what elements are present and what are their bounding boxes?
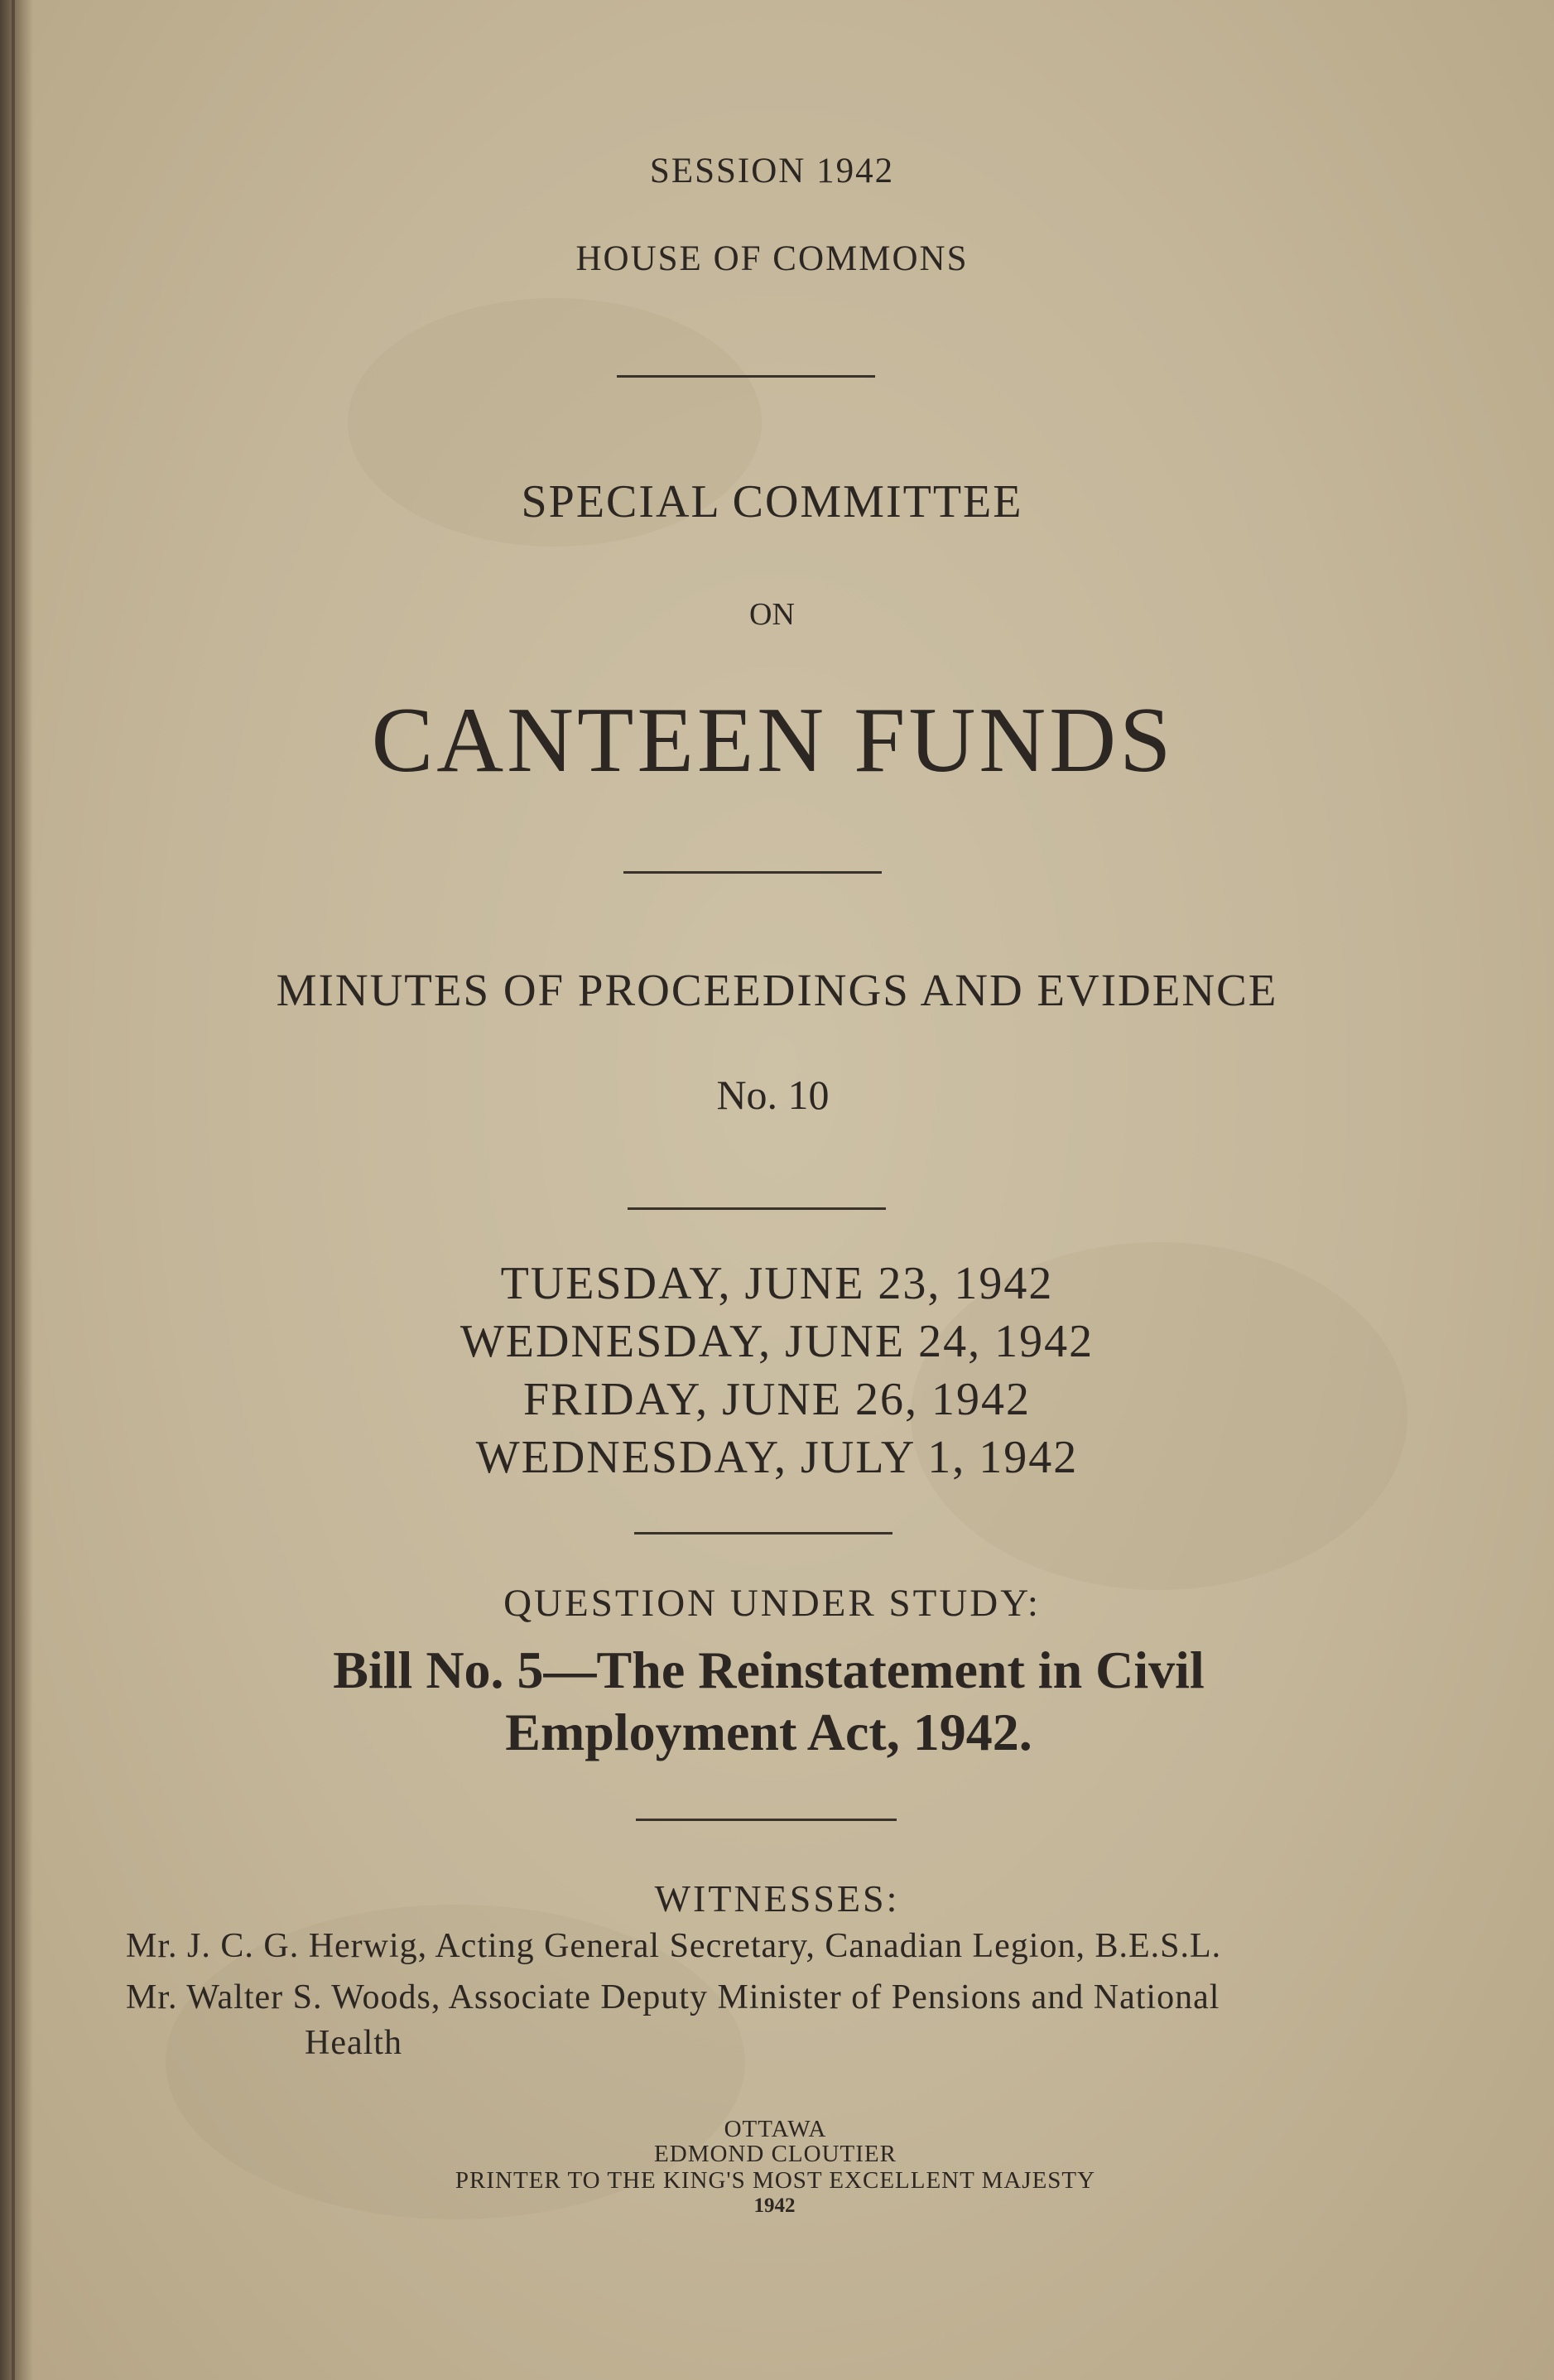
binding-edge: [0, 0, 33, 2380]
date-line: WEDNESDAY, JULY 1, 1942: [475, 1432, 1079, 1483]
document-title: CANTEEN FUNDS: [371, 689, 1175, 792]
divider-rule: [617, 375, 875, 378]
committee-heading: SPECIAL COMMITTEE: [521, 476, 1023, 528]
divider-rule: [636, 1819, 897, 1821]
witness-entry: Mr. J. C. G. Herwig, Acting General Secretary, Canadian Legion, B.E.S.L.: [126, 1927, 1222, 1965]
imprint-printer-title: PRINTER TO THE KING'S MOST EXCELLENT MAJESTY: [455, 2167, 1096, 2194]
divider-rule: [623, 871, 882, 874]
witness-entry: Mr. Walter S. Woods, Associate Deputy Minister of Pensions and National: [126, 1978, 1220, 2016]
imprint-city: OTTAWA: [724, 2116, 827, 2142]
minutes-heading: MINUTES OF PROCEEDINGS AND EVIDENCE: [276, 965, 1278, 1015]
bill-title-line: Bill No. 5—The Reinstatement in Civil: [333, 1640, 1205, 1699]
date-line: FRIDAY, JUNE 26, 1942: [523, 1374, 1031, 1425]
witness-entry-continued: Health: [305, 2024, 402, 2062]
issue-number: No. 10: [716, 1072, 830, 1118]
divider-rule: [628, 1207, 886, 1210]
imprint-printer: EDMOND CLOUTIER: [654, 2141, 897, 2167]
imprint-year: 1942: [753, 2195, 796, 2217]
question-label: QUESTION UNDER STUDY:: [503, 1582, 1041, 1625]
house-heading: HOUSE OF COMMONS: [575, 239, 969, 278]
bill-title-line: Employment Act, 1942.: [505, 1703, 1032, 1761]
witnesses-label: WITNESSES:: [654, 1877, 900, 1920]
committee-on: ON: [749, 597, 795, 632]
divider-rule: [634, 1532, 892, 1534]
session-heading: SESSION 1942: [649, 152, 895, 190]
binding-line: [12, 0, 15, 2380]
date-line: WEDNESDAY, JUNE 24, 1942: [459, 1316, 1095, 1367]
date-line: TUESDAY, JUNE 23, 1942: [500, 1258, 1054, 1309]
